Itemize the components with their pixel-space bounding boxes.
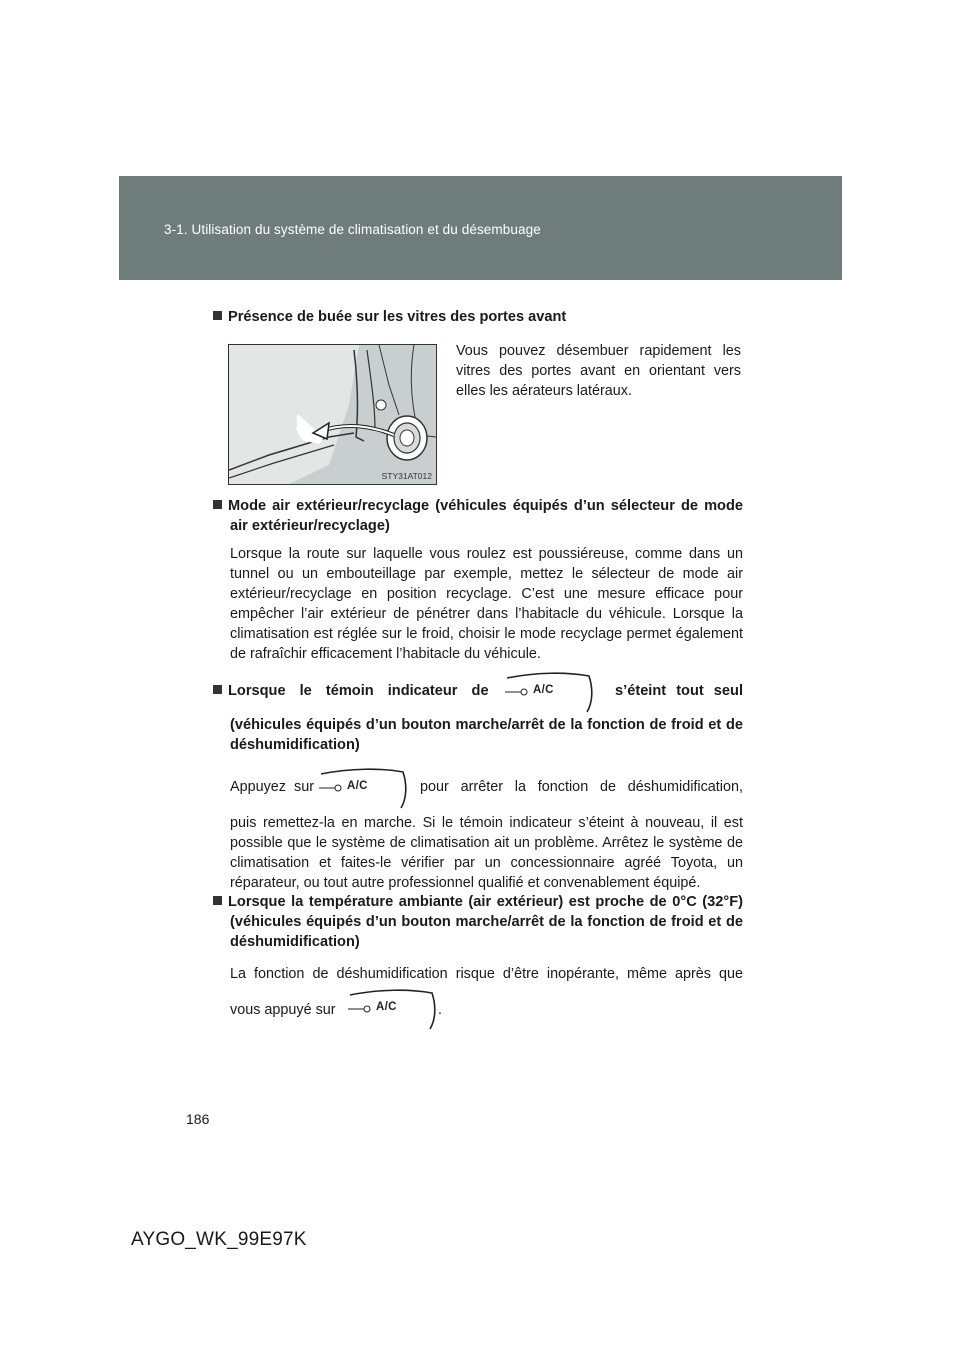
section-4-heading: Lorsque la température ambiante (air extérieur) est proche de 0°C (32°F) (véhicules équipés d’un bouton marche/arrêt de la fonction de froid et de déshumidification) [228,894,743,950]
section-3-text-start: Appuyez sur [230,779,314,795]
section-1-heading: Présence de buée sur les vitres des portes avant [228,309,567,325]
section-2-text: Lorsque la route sur laquelle vous roulez est poussiéreuse, comme dans un tunnel ou un embouteillage par exemple, mettez le sélecteur de mode air extérieur/recyclage en position recyclage. C’est une mesure efficace pour empêcher l’air extérieur de pénétrer dans l’habitacle du véhicule. Lorsque la climatisation est réglée sur le froid, choisir le mode recyclage permet également de rafraîchir efficacement l’habitacle du véhicule. [230,546,743,662]
section-4-text-end: . [438,1002,442,1018]
section-3-heading-cont: (véhicules équipés d’un bouton marche/arrêt de la fonction de froid et de déshumidification) [230,717,743,753]
figure-code: STY31AT012 [381,471,432,481]
ac-button-icon: A/C [497,668,597,714]
page-number: 186 [186,1111,210,1127]
square-bullet-icon [213,896,222,905]
section-header-band [119,176,842,280]
section-1-text: Vous pouvez désembuer rapidement les vitres des portes avant en orientant vers elles les aérateurs latéraux. [456,343,741,399]
section-4 [213,892,743,952]
square-bullet-icon [213,500,222,509]
section-3-text-cont: puis remettez-la en marche. Si le témoin indicateur s’éteint à nouveau, il est possible que le système de climatisation ait un problème. Arrêtez le système de climatisation et faites-le vérifier par un concessionnaire agréé Toyota, un réparateur, ou tout autre professionnel qualifié et convenablement équipé. [230,815,743,891]
section-2-heading: Mode air extérieur/recyclage (véhicules équipés d’un sélecteur de mode air extérieur/recyclage) [228,498,743,534]
section-3-heading-start: Lorsque le témoin indicateur de [213,681,489,701]
section-3-heading-end: s’éteint tout seul [615,683,743,699]
door-vent-illustration [228,344,437,485]
square-bullet-icon [213,311,222,320]
document-code: AYGO_WK_99E97K [131,1229,307,1250]
ac-button-icon: A/C [340,985,440,1031]
square-bullet-icon [213,685,222,694]
vent-defog-drawing [229,345,436,484]
section-2 [213,496,743,664]
section-4-text-line1: La fonction de déshumidification risque d’être inopérante, même après que [230,966,743,982]
section-1-heading-row [213,307,743,327]
section-4-text-start: vous appuyé sur [230,1002,336,1018]
section-3-text-end: pour arrêter la fonction de déshumidification, [420,779,743,795]
ac-button-icon: A/C [311,764,411,810]
section-title: 3-1. Utilisation du système de climatisation et du désembuage [164,222,541,237]
